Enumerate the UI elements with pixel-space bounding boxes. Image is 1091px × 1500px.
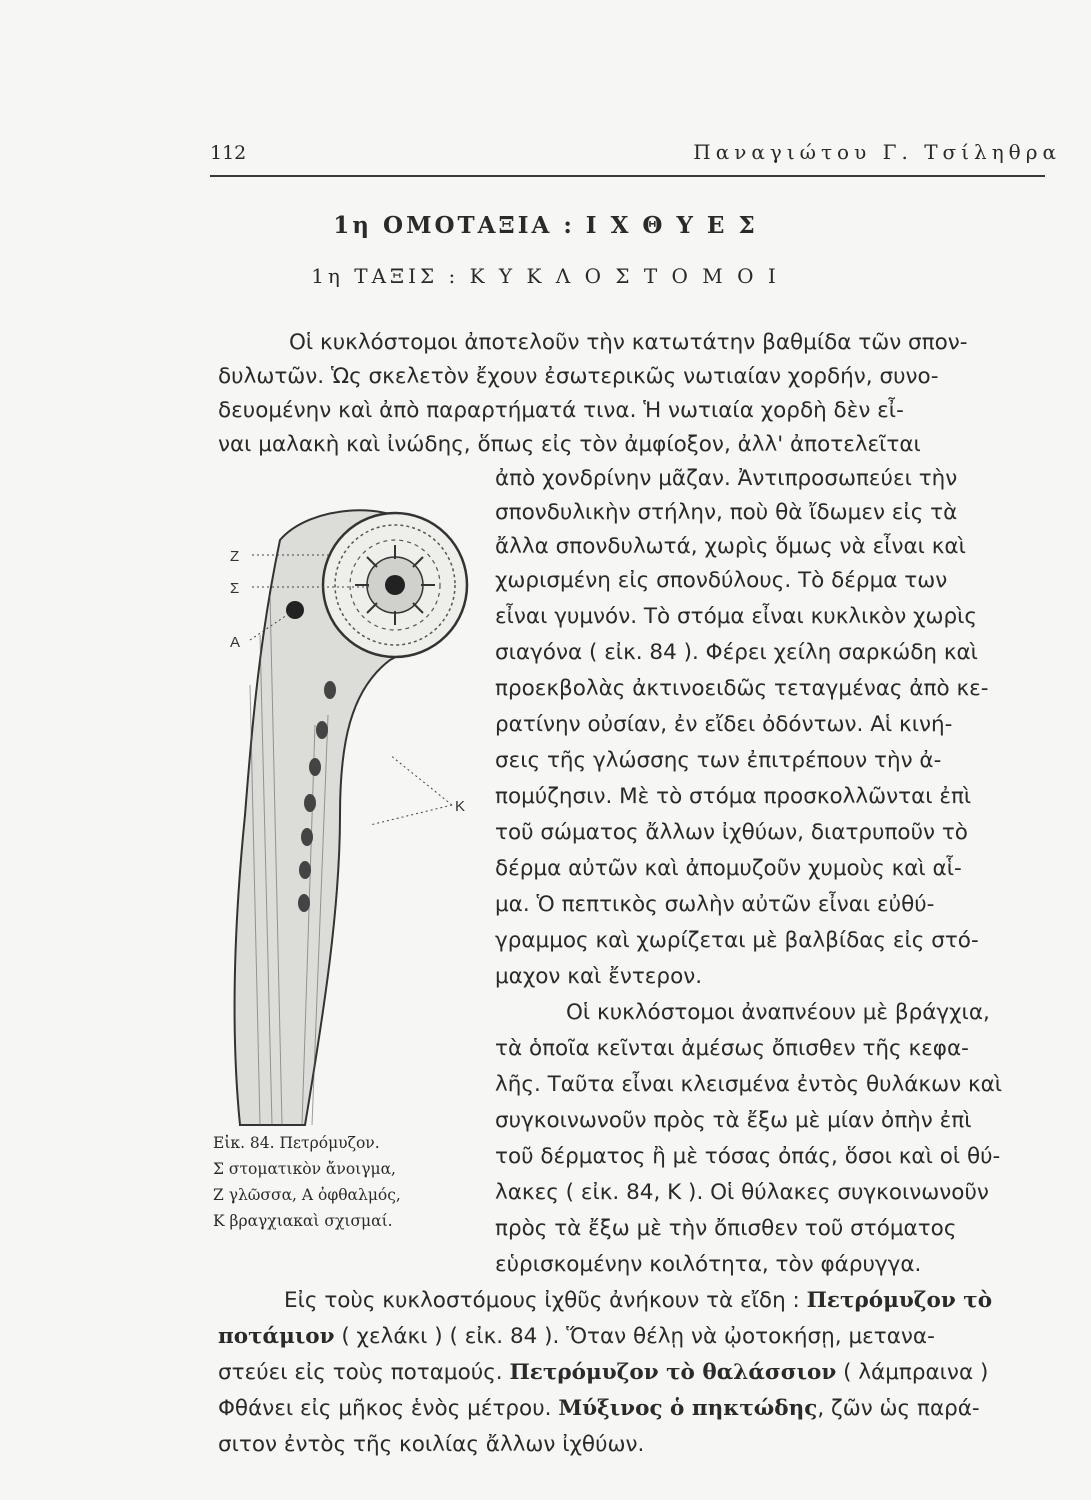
text-line: εὑρισκομένην κοιλότητα, τὸν φάρυγγα. <box>495 1252 922 1277</box>
text-line: σεις τῆς γλώσσης των ἐπιτρέπουν τὴν ἀ- <box>495 748 942 773</box>
text-line: Οἱ κυκλόστομοι ἀναπνέουν μὲ βράγχια, <box>566 1000 990 1025</box>
text-line: Οἱ κυκλόστομοι ἀποτελοῦν τὴν κατωτάτην βαθμίδα τῶν σπον- <box>289 330 968 355</box>
text-line: χωρισμένη εἰς σπονδύλους. Τὸ δέρμα των <box>495 568 948 593</box>
label-s: Σ <box>230 580 240 597</box>
text-line: εἶναι γυμνόν. Τὸ στόμα εἶναι κυκλικὸν χωρὶς <box>495 604 978 629</box>
text-line: ποτάμιον ( χελάκι ) ( εἰκ. 84 ). Ὅταν θέλῃ νὰ ᾠοτοκήσῃ, μετανα- <box>218 1324 935 1349</box>
text-line: λῆς. Ταῦτα εἶναι κλεισμένα ἐντὸς θυλάκων καὶ <box>495 1072 1003 1097</box>
text-line: πομύζησιν. Μὲ τὸ στόμα προσκολλῶνται ἐπὶ <box>495 784 972 809</box>
order-heading: 1η ΤΑΞΙΣ : Κ Υ Κ Λ Ο Σ Τ Ο Μ Ο Ι <box>311 264 780 288</box>
caption-line: Εἰκ. 84. Πετρόμυζον. <box>213 1134 380 1152</box>
text-line: ἄλλα σπονδυλωτά, χωρὶς ὅμως νὰ εἶναι καὶ <box>495 534 966 559</box>
text-line: μαχον καὶ ἔντερον. <box>495 964 703 989</box>
text-line: Φθάνει εἰς μῆκος ἑνὸς μέτρου. Μύξινος ὁ πηκτώδης, ζῶν ὡς παρά- <box>218 1396 980 1421</box>
text-line: γραμμος καὶ χωρίζεται μὲ βαλβίδας εἰς στό- <box>495 928 979 953</box>
species-name: ποτάμιον <box>218 1324 335 1349</box>
text-line: δευομένην καὶ ἀπὸ παραρτήματά τινα. Ἡ νωτιαία χορδὴ δὲν εἶ- <box>218 398 904 423</box>
text-line: πρὸς τὰ ἔξω μὲ τὴν ὄπισθεν τοῦ στόματος <box>495 1216 957 1241</box>
text-line: ναι μαλακὴ καὶ ἰνώδης, ὅπως εἰς τὸν ἀμφίοξον, ἀλλ' ἀποτελεῖται <box>218 432 921 457</box>
text-line: τὰ ὁποῖα κεῖνται ἀμέσως ὄπισθεν τῆς κεφα- <box>495 1036 969 1061</box>
class-heading: 1η ΟΜΟΤΑΞΙΑ : Ι Χ Θ Υ Ε Σ <box>333 212 758 239</box>
text-line: συγκοινωνοῦν πρὸς τὰ ἔξω μὲ μίαν ὀπὴν ἐπὶ <box>495 1108 972 1133</box>
header-rule <box>210 175 1045 177</box>
label-z: Ζ <box>230 548 240 565</box>
text-line: σιαγόνα ( εἰκ. 84 ). Φέρει χείλη σαρκώδη καὶ <box>495 640 978 665</box>
text-line: δέρμα αὐτῶν καὶ ἀπομυζοῦν χυμοὺς καὶ αἷ- <box>495 856 962 881</box>
text-line: λακες ( εἰκ. 84, Κ ). Οἱ θύλακες συγκοινωνοῦν <box>495 1180 989 1205</box>
text-line: προεκβολὰς ἀκτινοειδῶς τεταγμένας ἀπὸ κε- <box>495 676 989 701</box>
species-name: Πετρόμυζον τὸ <box>806 1288 993 1313</box>
lamprey-illustration <box>190 485 500 1130</box>
label-a: Α <box>230 634 241 651</box>
text-line: σπονδυλικὴν στήλην, ποὺ θὰ ἴδωμεν εἰς τὰ <box>495 500 958 525</box>
text-line: μα. Ὁ πεπτικὸς σωλὴν αὐτῶν εἶναι εὐθύ- <box>495 892 935 917</box>
text-line: Εἰς τοὺς κυκλοστόμους ἰχθῦς ἀνήκουν τὰ εἴδη : Πετρόμυζον τὸ <box>284 1288 993 1313</box>
species-name: Πετρόμυζον τὸ θαλάσσιον <box>509 1360 837 1385</box>
label-k: Κ <box>455 798 466 815</box>
text-line: τοῦ σώματος ἄλλων ἰχθύων, διατρυποῦν τὸ <box>495 820 968 845</box>
oral-disc <box>323 513 467 657</box>
text-line: τοῦ δέρματος ἢ μὲ τόσας ὀπάς, ὅσοι καὶ οἱ θύ- <box>495 1144 1001 1169</box>
caption-line: Σ στοματικὸν ἄνοιγμα, <box>213 1160 396 1178</box>
text-line: ρατίνην οὐσίαν, ἐν εἴδει ὀδόντων. Αἱ κινή- <box>495 712 953 737</box>
page-number: 112 <box>210 142 247 164</box>
text-line: στεύει εἰς τοὺς ποταμούς. Πετρόμυζον τὸ θαλάσσιον ( λάμπραινα ) <box>218 1360 989 1385</box>
caption-line: Κ βραγχιακαὶ σχισμαί. <box>213 1212 393 1230</box>
running-head: Παναγιώτου Γ. Τσίληθρα <box>693 140 1061 164</box>
text-line: δυλωτῶν. Ὡς σκελετὸν ἔχουν ἐσωτερικῶς νωτιαίαν χορδήν, συνο- <box>218 364 939 389</box>
eye <box>286 601 304 619</box>
species-name: Μύξινος ὁ πηκτώδης <box>558 1396 818 1421</box>
caption-line: Ζ γλῶσσα, Α ὀφθαλμός, <box>213 1186 401 1204</box>
text-line: ἀπὸ χονδρίνην μᾶζαν. Ἀντιπροσωπεύει τὴν <box>495 466 958 491</box>
text-line: σιτον ἐντὸς τῆς κοιλίας ἄλλων ἰχθύων. <box>218 1432 645 1457</box>
